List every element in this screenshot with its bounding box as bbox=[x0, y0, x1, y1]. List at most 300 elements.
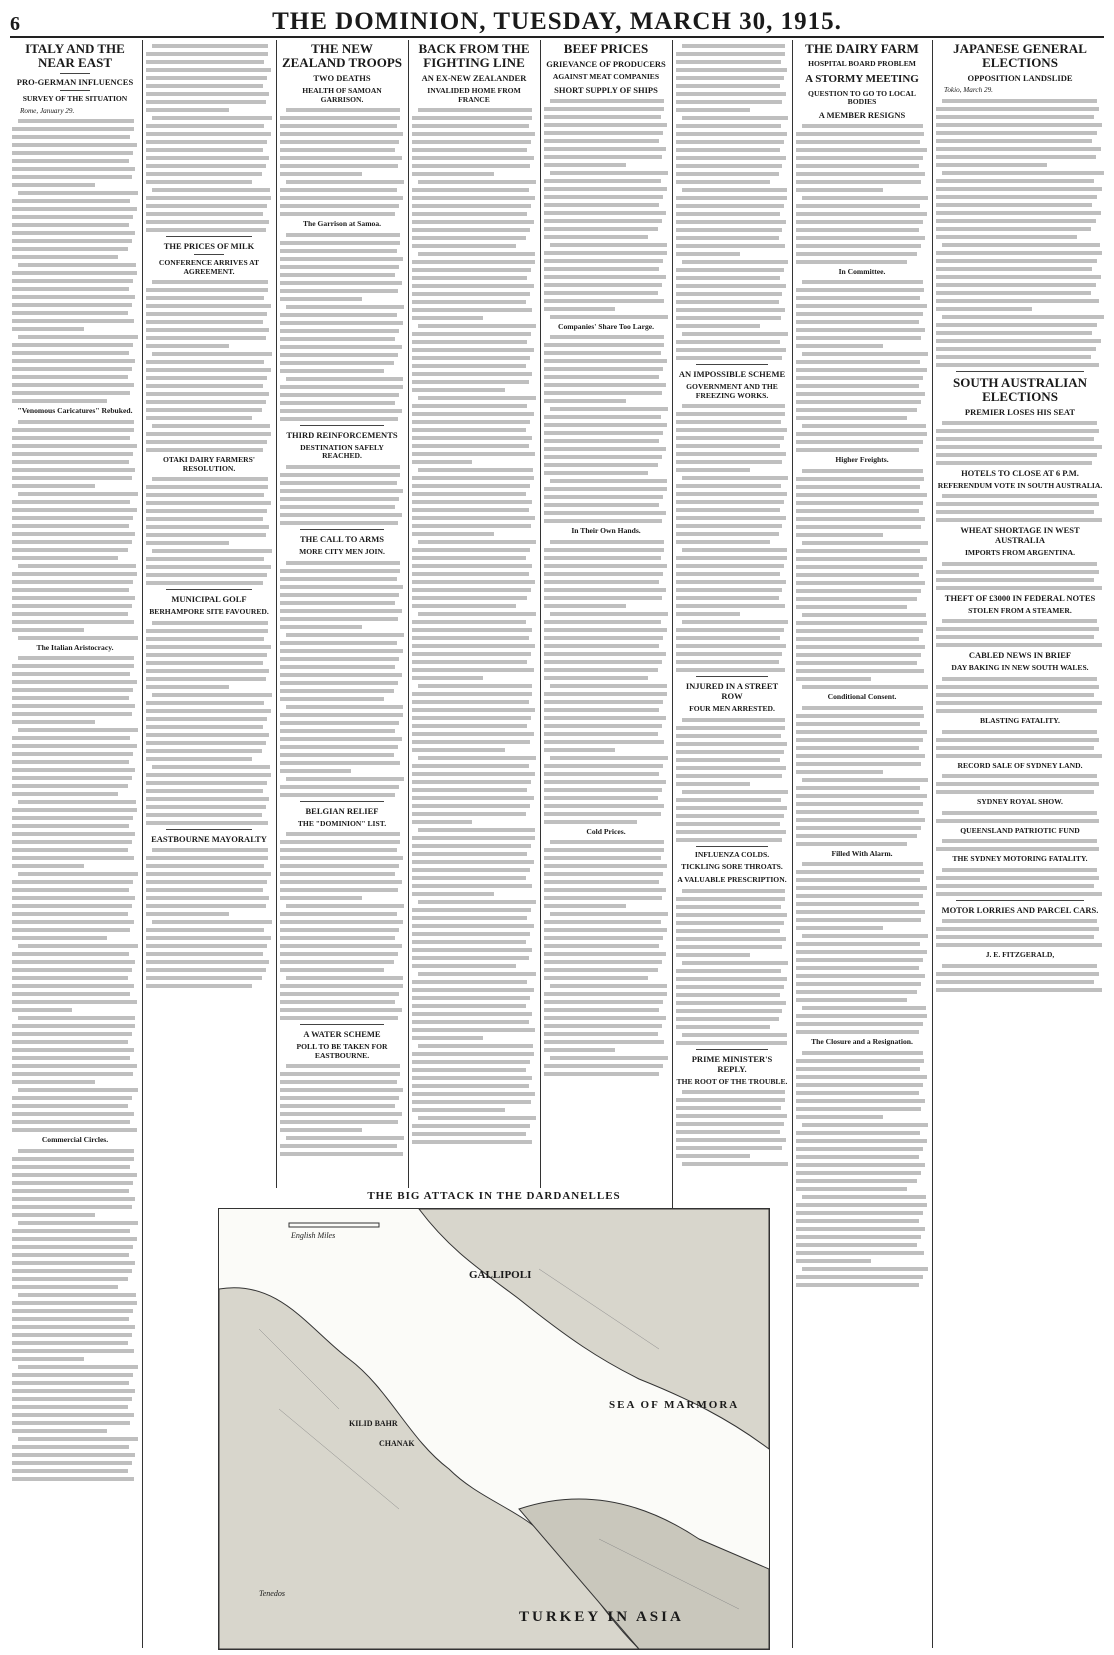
text-line bbox=[280, 872, 395, 876]
text-line bbox=[12, 612, 128, 616]
text-line bbox=[796, 1115, 883, 1119]
text-line bbox=[18, 872, 138, 876]
text-line bbox=[146, 813, 262, 817]
text-line bbox=[12, 1000, 137, 1004]
text-line bbox=[942, 919, 1097, 923]
text-line bbox=[676, 92, 786, 96]
subhead-conditional-consent: Conditional Consent. bbox=[827, 691, 897, 701]
text-line bbox=[18, 420, 134, 424]
text-line bbox=[936, 203, 1092, 207]
subhead-steamer: STOLEN FROM A STEAMER. bbox=[968, 605, 1072, 615]
text-line bbox=[280, 968, 384, 972]
text-line bbox=[152, 188, 270, 192]
text-line bbox=[152, 549, 272, 553]
text-line bbox=[412, 1012, 532, 1016]
text-line bbox=[796, 573, 919, 577]
text-line bbox=[146, 960, 269, 964]
text-line bbox=[146, 140, 267, 144]
text-line bbox=[936, 627, 1099, 631]
headline-japanese-elections: JAPANESE GENERAL ELECTIONS bbox=[953, 41, 1087, 70]
text-line bbox=[12, 1173, 137, 1177]
text-line bbox=[412, 1100, 531, 1104]
text-line bbox=[676, 668, 785, 672]
text-line bbox=[942, 494, 1097, 498]
text-line bbox=[802, 124, 923, 128]
text-line bbox=[146, 984, 252, 988]
text-line bbox=[12, 952, 129, 956]
text-line bbox=[12, 255, 118, 259]
text-line bbox=[412, 892, 494, 896]
text-line bbox=[286, 1136, 404, 1140]
subhead-poll: POLL TO BE TAKEN FOR EASTBOURNE. bbox=[296, 1042, 388, 1060]
text-line bbox=[676, 516, 786, 520]
text-line bbox=[280, 321, 403, 325]
text-line bbox=[796, 172, 925, 176]
text-line bbox=[796, 950, 927, 954]
text-line bbox=[12, 604, 132, 608]
text-line bbox=[12, 556, 118, 560]
text-line bbox=[676, 1154, 750, 1158]
text-line bbox=[676, 1138, 786, 1142]
subhead-cold-prices: Cold Prices. bbox=[586, 826, 626, 836]
text-line bbox=[280, 417, 398, 421]
text-line bbox=[544, 291, 658, 295]
subhead-invalided: INVALIDED HOME FROM FRANCE bbox=[427, 86, 521, 104]
text-line bbox=[544, 848, 664, 852]
text-line bbox=[280, 585, 403, 589]
text-line bbox=[280, 992, 399, 996]
text-line bbox=[146, 84, 263, 88]
text-line bbox=[676, 1041, 787, 1045]
map-title: THE BIG ATTACK IN THE DARDANELLES bbox=[367, 1190, 621, 1202]
text-line bbox=[676, 572, 780, 576]
text-line bbox=[796, 605, 907, 609]
text-line bbox=[412, 628, 532, 632]
text-line bbox=[412, 580, 535, 584]
text-line bbox=[412, 260, 535, 264]
text-line bbox=[676, 742, 787, 746]
text-line bbox=[418, 540, 536, 544]
page-number: 6 bbox=[10, 13, 20, 35]
text-line bbox=[412, 1068, 526, 1072]
text-line bbox=[802, 469, 923, 473]
text-line bbox=[544, 888, 666, 892]
text-line bbox=[18, 263, 136, 267]
text-line bbox=[796, 252, 917, 256]
text-line bbox=[146, 416, 252, 420]
dateline-tokio: Tokio, March 29. bbox=[944, 86, 993, 94]
text-line bbox=[12, 1120, 130, 1124]
text-line bbox=[412, 244, 516, 248]
text-line bbox=[676, 172, 779, 176]
subhead-aristocracy: The Italian Aristocracy. bbox=[36, 642, 114, 652]
column-fighting-line bbox=[412, 40, 536, 1188]
text-line bbox=[146, 360, 264, 364]
text-line bbox=[796, 304, 927, 308]
text-line bbox=[146, 733, 269, 737]
subhead-grievance: GRIEVANCE OF PRODUCERS bbox=[546, 59, 666, 69]
text-line bbox=[796, 762, 921, 766]
text-line bbox=[544, 604, 626, 608]
text-line bbox=[796, 485, 920, 489]
text-line bbox=[682, 889, 785, 893]
text-line bbox=[796, 228, 919, 232]
text-line bbox=[12, 864, 84, 868]
text-line bbox=[796, 1251, 924, 1255]
text-line bbox=[544, 1072, 659, 1076]
text-line bbox=[412, 548, 530, 552]
text-line bbox=[676, 324, 760, 328]
text-line bbox=[676, 1025, 770, 1029]
text-line bbox=[802, 1051, 923, 1055]
text-line bbox=[418, 900, 536, 904]
body-text-block bbox=[936, 811, 1104, 823]
text-line bbox=[412, 340, 527, 344]
text-line bbox=[412, 596, 527, 600]
text-line bbox=[936, 586, 1102, 590]
text-line bbox=[12, 476, 132, 480]
text-line bbox=[12, 880, 133, 884]
text-line bbox=[550, 99, 664, 103]
text-line bbox=[544, 399, 626, 403]
subhead-hotels: HOTELS TO CLOSE AT 6 P.M. bbox=[961, 467, 1079, 478]
text-line bbox=[12, 143, 137, 147]
text-line bbox=[12, 247, 128, 251]
text-line bbox=[12, 848, 128, 852]
text-line bbox=[936, 299, 1099, 303]
text-line bbox=[936, 693, 1094, 697]
subhead-short-supply: SHORT SUPPLY OF SHIPS bbox=[554, 84, 658, 95]
text-line bbox=[942, 171, 1104, 175]
text-line bbox=[676, 945, 782, 949]
text-line bbox=[936, 179, 1094, 183]
text-line bbox=[796, 148, 927, 152]
text-line bbox=[12, 452, 133, 456]
text-line bbox=[18, 492, 138, 496]
text-line bbox=[942, 774, 1097, 778]
text-line bbox=[796, 180, 921, 184]
text-line bbox=[412, 356, 530, 360]
text-line bbox=[412, 500, 532, 504]
text-line bbox=[146, 304, 271, 308]
text-line bbox=[286, 705, 403, 709]
text-line bbox=[280, 337, 395, 341]
text-line bbox=[146, 312, 267, 316]
text-line bbox=[280, 489, 403, 493]
text-line bbox=[796, 754, 925, 758]
text-line bbox=[550, 540, 664, 544]
body-text-block bbox=[146, 477, 272, 585]
text-line bbox=[12, 460, 129, 464]
text-line bbox=[12, 183, 95, 187]
subhead-committee: In Committee. bbox=[838, 266, 886, 276]
text-line bbox=[796, 786, 920, 790]
text-line bbox=[676, 929, 780, 933]
text-line bbox=[796, 1219, 919, 1223]
text-line bbox=[412, 572, 529, 576]
text-line bbox=[12, 127, 134, 131]
text-line bbox=[796, 894, 923, 898]
text-line bbox=[412, 956, 529, 960]
text-line bbox=[12, 808, 137, 812]
text-line bbox=[412, 772, 535, 776]
text-line bbox=[12, 936, 107, 940]
text-line bbox=[412, 1084, 529, 1088]
text-line bbox=[146, 212, 263, 216]
text-line bbox=[280, 569, 400, 573]
map-scale-label: English Miles bbox=[291, 1231, 336, 1240]
text-line bbox=[942, 811, 1097, 815]
text-line bbox=[544, 107, 664, 111]
text-line bbox=[682, 790, 788, 794]
text-line bbox=[544, 131, 663, 135]
subhead-government-works: GOVERNMENT AND THE FREEZING WORKS. bbox=[686, 382, 778, 400]
text-line bbox=[544, 880, 659, 884]
text-line bbox=[936, 339, 1101, 343]
text-line bbox=[796, 746, 919, 750]
text-line bbox=[280, 593, 399, 597]
text-line bbox=[286, 377, 403, 381]
text-line bbox=[412, 876, 526, 880]
text-line bbox=[544, 708, 659, 712]
subhead-belgian-relief: BELGIAN RELIEF bbox=[305, 805, 379, 816]
text-line bbox=[280, 936, 395, 940]
subhead-member-resigns: A MEMBER RESIGNS bbox=[818, 109, 906, 120]
text-line bbox=[280, 665, 395, 669]
text-line bbox=[12, 712, 132, 716]
text-line bbox=[676, 420, 781, 424]
text-line bbox=[676, 644, 786, 648]
text-line bbox=[12, 888, 129, 892]
text-line bbox=[676, 164, 782, 168]
text-line bbox=[280, 960, 394, 964]
text-line bbox=[412, 156, 534, 160]
text-line bbox=[12, 1453, 135, 1457]
text-line bbox=[544, 976, 648, 980]
text-line bbox=[280, 689, 394, 693]
text-line bbox=[12, 1317, 129, 1321]
subhead-samoan: HEALTH OF SAMOAN GARRISON. bbox=[302, 86, 382, 104]
text-line bbox=[676, 798, 781, 802]
text-line bbox=[936, 227, 1091, 231]
text-line bbox=[796, 392, 925, 396]
text-line bbox=[796, 714, 924, 718]
text-line bbox=[12, 159, 129, 163]
subhead-pro-german: PRO-GERMAN INFLUENCES bbox=[16, 77, 134, 87]
text-line bbox=[796, 1091, 919, 1095]
text-line bbox=[280, 281, 402, 285]
text-line bbox=[12, 223, 129, 227]
text-line bbox=[942, 243, 1100, 247]
body-text-block bbox=[796, 862, 928, 1034]
text-line bbox=[676, 308, 785, 312]
text-line bbox=[544, 1064, 663, 1068]
text-line bbox=[146, 517, 263, 521]
text-line bbox=[544, 812, 661, 816]
text-line bbox=[796, 1014, 927, 1018]
text-line bbox=[796, 974, 925, 978]
text-line bbox=[12, 1461, 132, 1465]
text-line bbox=[682, 332, 788, 336]
text-line bbox=[676, 977, 787, 981]
text-line bbox=[544, 788, 662, 792]
text-line bbox=[796, 477, 924, 481]
text-line bbox=[676, 830, 786, 834]
text-line bbox=[936, 746, 1094, 750]
text-line bbox=[412, 860, 534, 864]
text-line bbox=[544, 147, 666, 151]
text-line bbox=[676, 156, 786, 160]
text-line bbox=[146, 400, 266, 404]
text-line bbox=[796, 368, 927, 372]
text-line bbox=[12, 776, 132, 780]
text-line bbox=[12, 239, 132, 243]
text-line bbox=[12, 1104, 128, 1108]
text-line bbox=[544, 235, 648, 239]
text-line bbox=[412, 348, 534, 352]
text-line bbox=[544, 636, 663, 640]
subhead-third-reinforcements: THIRD REINFORCEMENTS bbox=[286, 429, 398, 440]
text-line bbox=[550, 243, 667, 247]
text-line bbox=[796, 204, 920, 208]
text-line bbox=[280, 888, 398, 892]
text-line bbox=[280, 156, 402, 160]
text-line bbox=[544, 195, 663, 199]
text-line bbox=[544, 944, 659, 948]
text-line bbox=[12, 1024, 135, 1028]
text-line bbox=[942, 677, 1097, 681]
text-line bbox=[12, 303, 132, 307]
text-line bbox=[796, 384, 919, 388]
headline-dairy-farm: THE DAIRY FARM bbox=[805, 41, 919, 56]
text-line bbox=[12, 1096, 132, 1100]
text-line bbox=[682, 718, 785, 722]
text-line bbox=[544, 644, 659, 648]
text-line bbox=[280, 848, 397, 852]
body-text-block bbox=[146, 848, 272, 988]
text-line bbox=[676, 412, 785, 416]
text-line bbox=[12, 1213, 95, 1217]
text-line bbox=[550, 407, 668, 411]
text-line bbox=[676, 734, 781, 738]
text-line bbox=[802, 1006, 926, 1010]
text-line bbox=[796, 132, 924, 136]
headline-south-australian: SOUTH AUSTRALIAN ELECTIONS bbox=[952, 374, 1087, 404]
body-text-block bbox=[796, 706, 928, 846]
text-line bbox=[544, 1016, 666, 1020]
text-line bbox=[544, 415, 661, 419]
text-line bbox=[544, 652, 666, 656]
text-line bbox=[544, 383, 666, 387]
text-line bbox=[412, 780, 531, 784]
text-line bbox=[936, 980, 1094, 984]
text-line bbox=[676, 1106, 781, 1110]
text-line bbox=[280, 617, 398, 621]
subhead-impossible-scheme: AN IMPOSSIBLE SCHEME bbox=[678, 369, 786, 379]
text-line bbox=[146, 392, 269, 396]
text-line bbox=[936, 819, 1099, 823]
text-line bbox=[418, 396, 536, 400]
text-line bbox=[676, 300, 779, 304]
text-line bbox=[12, 736, 130, 740]
text-line bbox=[936, 709, 1097, 713]
text-line bbox=[796, 156, 923, 160]
text-line bbox=[936, 259, 1097, 263]
text-line bbox=[12, 1080, 95, 1084]
text-line bbox=[280, 329, 399, 333]
subhead-commercial: Commercial Circles. bbox=[41, 1135, 109, 1145]
text-line bbox=[146, 685, 229, 689]
text-line bbox=[152, 352, 272, 356]
text-line bbox=[796, 842, 907, 846]
text-line bbox=[412, 868, 530, 872]
text-line bbox=[796, 982, 921, 986]
text-line bbox=[412, 1052, 534, 1056]
subhead-prescription: A VALUABLE PRESCRIPTION. bbox=[677, 874, 787, 884]
text-line bbox=[544, 820, 637, 824]
text-line bbox=[12, 1032, 132, 1036]
text-line bbox=[550, 840, 664, 844]
text-line bbox=[12, 1189, 129, 1193]
text-line bbox=[286, 233, 400, 237]
text-line bbox=[412, 532, 494, 536]
text-line bbox=[280, 140, 399, 144]
text-line bbox=[936, 461, 1092, 465]
text-line bbox=[942, 315, 1104, 319]
text-line bbox=[796, 1203, 927, 1207]
subhead-opposition: OPPOSITION LANDSLIDE bbox=[967, 73, 1073, 83]
text-line bbox=[544, 155, 662, 159]
text-line bbox=[796, 188, 883, 192]
text-line bbox=[544, 692, 667, 696]
text-line bbox=[796, 826, 921, 830]
map-label-chanak: CHANAK bbox=[379, 1439, 415, 1448]
text-line bbox=[412, 116, 532, 120]
text-line bbox=[152, 477, 268, 481]
text-line bbox=[18, 656, 134, 660]
text-line bbox=[12, 548, 128, 552]
text-line bbox=[12, 1309, 133, 1313]
text-line bbox=[796, 661, 917, 665]
text-line bbox=[412, 644, 535, 648]
text-line bbox=[280, 769, 351, 773]
text-line bbox=[412, 716, 531, 720]
text-line bbox=[146, 100, 266, 104]
text-line bbox=[544, 367, 663, 371]
subhead-closure: The Closure and a Resignation. bbox=[811, 1037, 913, 1047]
text-line bbox=[676, 1017, 779, 1021]
text-line bbox=[676, 244, 785, 248]
text-line bbox=[676, 492, 787, 496]
text-line bbox=[544, 936, 663, 940]
text-line bbox=[544, 968, 658, 972]
text-line bbox=[12, 1128, 137, 1132]
text-line bbox=[152, 765, 270, 769]
text-line bbox=[412, 1140, 532, 1144]
text-line bbox=[936, 211, 1101, 215]
text-line bbox=[146, 164, 266, 168]
text-line bbox=[802, 424, 926, 428]
text-line bbox=[682, 116, 788, 120]
text-line bbox=[146, 677, 266, 681]
text-line bbox=[152, 621, 268, 625]
text-line bbox=[412, 428, 526, 432]
text-line bbox=[936, 275, 1101, 279]
text-line bbox=[942, 730, 1097, 734]
text-line bbox=[280, 204, 399, 208]
text-line bbox=[796, 440, 923, 444]
body-text-block bbox=[544, 335, 668, 523]
